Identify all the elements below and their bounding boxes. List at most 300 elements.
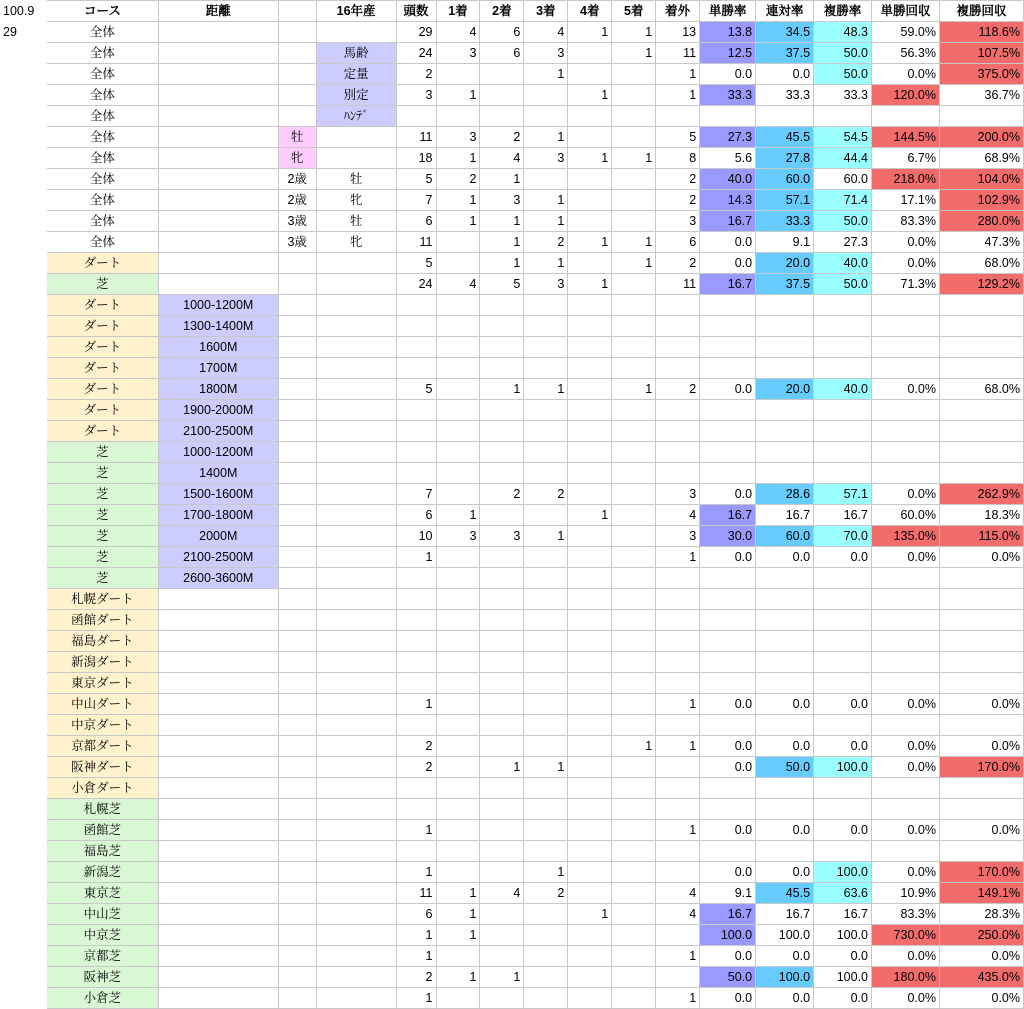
fifth-cell	[612, 505, 656, 526]
first-cell	[436, 379, 480, 400]
unplaced-cell	[656, 421, 700, 442]
win-return-cell: 0.0%	[872, 64, 940, 85]
table-row	[1, 715, 1024, 736]
third-cell	[524, 547, 568, 568]
place-return-cell	[939, 799, 1023, 820]
fifth-cell: 1	[612, 232, 656, 253]
unplaced-cell: 1	[656, 694, 700, 715]
course-cell: 全体	[46, 127, 158, 148]
first-cell: 1	[436, 148, 480, 169]
fourth-cell	[568, 757, 612, 778]
row-annotation	[1, 232, 47, 253]
runners-cell: 1	[396, 925, 436, 946]
third-cell	[524, 967, 568, 988]
third-cell	[524, 778, 568, 799]
unplaced-cell: 1	[656, 988, 700, 1009]
fourth-cell	[568, 652, 612, 673]
table-row	[1, 127, 1024, 148]
unplaced-cell: 2	[656, 379, 700, 400]
condition-cell	[316, 967, 396, 988]
unplaced-cell: 4	[656, 505, 700, 526]
win-return-cell	[872, 442, 940, 463]
fourth-cell	[568, 883, 612, 904]
sex-cell	[278, 589, 316, 610]
runners-cell: 1	[396, 946, 436, 967]
sex-cell	[278, 316, 316, 337]
course-cell: 芝	[46, 463, 158, 484]
table-row	[1, 421, 1024, 442]
first-cell	[436, 988, 480, 1009]
place-return-cell	[939, 673, 1023, 694]
first-cell	[436, 232, 480, 253]
condition-cell	[316, 757, 396, 778]
win-return-cell	[872, 715, 940, 736]
win-return-cell: 0.0%	[872, 946, 940, 967]
distance-cell	[158, 274, 278, 295]
win-return-cell: 0.0%	[872, 820, 940, 841]
sex-cell	[278, 778, 316, 799]
quinella-rate-cell	[756, 295, 814, 316]
sex-cell	[278, 946, 316, 967]
fifth-cell	[612, 904, 656, 925]
quinella-rate-cell: 0.0	[756, 988, 814, 1009]
sex-cell	[278, 799, 316, 820]
distance-cell	[158, 589, 278, 610]
second-cell	[480, 778, 524, 799]
win-return-cell: 0.0%	[872, 379, 940, 400]
sex-cell	[278, 505, 316, 526]
course-cell: 全体	[46, 211, 158, 232]
sex-cell	[278, 673, 316, 694]
sex-cell	[278, 547, 316, 568]
first-cell	[436, 610, 480, 631]
course-cell: 札幌ダート	[46, 589, 158, 610]
sex-cell	[278, 400, 316, 421]
first-cell: 3	[436, 127, 480, 148]
runners-cell: 7	[396, 484, 436, 505]
second-cell	[480, 862, 524, 883]
sex-cell	[278, 85, 316, 106]
place-rate-cell: 100.0	[814, 925, 872, 946]
distance-cell	[158, 736, 278, 757]
quinella-rate-cell: 33.3	[756, 211, 814, 232]
quinella-rate-cell	[756, 799, 814, 820]
fifth-cell	[612, 988, 656, 1009]
unplaced-cell: 4	[656, 883, 700, 904]
fourth-cell: 1	[568, 274, 612, 295]
place-return-cell	[939, 421, 1023, 442]
row-annotation	[1, 652, 47, 673]
place-rate-cell	[814, 589, 872, 610]
condition-cell	[316, 22, 396, 43]
third-cell	[524, 295, 568, 316]
place-return-cell: 250.0%	[939, 925, 1023, 946]
win-return-cell: 0.0%	[872, 862, 940, 883]
condition-cell	[316, 883, 396, 904]
place-rate-cell: 57.1	[814, 484, 872, 505]
row-annotation	[1, 484, 47, 505]
fourth-cell	[568, 568, 612, 589]
course-cell: 東京ダート	[46, 673, 158, 694]
fourth-cell	[568, 925, 612, 946]
place-rate-cell: 0.0	[814, 946, 872, 967]
place-rate-cell: 100.0	[814, 757, 872, 778]
fifth-cell: 1	[612, 43, 656, 64]
first-cell	[436, 106, 480, 127]
fifth-cell	[612, 673, 656, 694]
place-return-cell: 47.3%	[939, 232, 1023, 253]
condition-cell	[316, 736, 396, 757]
sex-cell	[278, 442, 316, 463]
fourth-cell	[568, 211, 612, 232]
row-annotation	[1, 610, 47, 631]
second-cell	[480, 988, 524, 1009]
win-return-cell: 730.0%	[872, 925, 940, 946]
third-cell	[524, 463, 568, 484]
table-row	[1, 358, 1024, 379]
condition-cell	[316, 442, 396, 463]
win-rate-cell: 9.1	[700, 883, 756, 904]
quinella-rate-cell: 9.1	[756, 232, 814, 253]
runners-cell: 10	[396, 526, 436, 547]
fourth-cell	[568, 106, 612, 127]
course-cell: 全体	[46, 148, 158, 169]
win-rate-cell	[700, 358, 756, 379]
sex-cell	[278, 862, 316, 883]
second-cell	[480, 610, 524, 631]
fourth-cell	[568, 589, 612, 610]
second-cell: 3	[480, 526, 524, 547]
condition-cell	[316, 568, 396, 589]
quinella-rate-cell	[756, 715, 814, 736]
fifth-cell	[612, 274, 656, 295]
unplaced-cell	[656, 400, 700, 421]
fifth-cell	[612, 169, 656, 190]
unplaced-cell	[656, 862, 700, 883]
condition-cell	[316, 925, 396, 946]
fourth-cell	[568, 127, 612, 148]
distance-cell	[158, 22, 278, 43]
fourth-cell	[568, 442, 612, 463]
runners-cell: 7	[396, 190, 436, 211]
place-return-cell: 170.0%	[939, 862, 1023, 883]
second-cell	[480, 463, 524, 484]
fifth-cell	[612, 568, 656, 589]
third-cell	[524, 85, 568, 106]
table-row	[1, 190, 1024, 211]
win-return-cell	[872, 652, 940, 673]
sex-cell	[278, 883, 316, 904]
condition-cell	[316, 631, 396, 652]
first-cell: 1	[436, 85, 480, 106]
win-return-cell	[872, 589, 940, 610]
fourth-cell	[568, 862, 612, 883]
fifth-cell	[612, 820, 656, 841]
fifth-cell	[612, 442, 656, 463]
win-rate-cell	[700, 400, 756, 421]
condition-cell	[316, 379, 396, 400]
win-return-cell	[872, 799, 940, 820]
place-return-cell	[939, 841, 1023, 862]
condition-cell	[316, 799, 396, 820]
win-return-cell: 83.3%	[872, 211, 940, 232]
distance-cell	[158, 799, 278, 820]
fourth-cell: 1	[568, 85, 612, 106]
table-row	[1, 484, 1024, 505]
win-return-cell	[872, 316, 940, 337]
place-rate-cell: 50.0	[814, 274, 872, 295]
distance-cell: 1000-1200M	[158, 442, 278, 463]
win-rate-cell	[700, 715, 756, 736]
third-cell	[524, 946, 568, 967]
place-return-cell: 0.0%	[939, 736, 1023, 757]
course-cell: 芝	[46, 547, 158, 568]
runners-cell: 1	[396, 988, 436, 1009]
first-cell	[436, 421, 480, 442]
unplaced-cell	[656, 925, 700, 946]
quinella-rate-cell	[756, 463, 814, 484]
win-rate-cell	[700, 442, 756, 463]
row-annotation: 29	[3, 25, 17, 39]
fourth-cell	[568, 190, 612, 211]
fourth-cell	[568, 316, 612, 337]
row-annotation	[1, 925, 47, 946]
third-cell: 2	[524, 484, 568, 505]
win-rate-cell: 40.0	[700, 169, 756, 190]
runners-cell	[396, 568, 436, 589]
place-rate-cell	[814, 295, 872, 316]
unplaced-cell	[656, 652, 700, 673]
win-return-cell	[872, 673, 940, 694]
table-row	[1, 547, 1024, 568]
table-row	[1, 505, 1024, 526]
sex-cell	[278, 694, 316, 715]
distance-cell	[158, 190, 278, 211]
unplaced-cell: 1	[656, 820, 700, 841]
first-cell: 3	[436, 43, 480, 64]
header-fifth: 5着	[612, 1, 656, 22]
place-rate-cell: 0.0	[814, 736, 872, 757]
runners-cell: 6	[396, 904, 436, 925]
place-rate-cell: 16.7	[814, 904, 872, 925]
sex-cell	[278, 106, 316, 127]
unplaced-cell: 11	[656, 274, 700, 295]
place-return-cell	[939, 400, 1023, 421]
course-cell: 京都芝	[46, 946, 158, 967]
fifth-cell	[612, 106, 656, 127]
fifth-cell	[612, 85, 656, 106]
runners-cell: 6	[396, 505, 436, 526]
win-return-cell: 0.0%	[872, 232, 940, 253]
first-cell	[436, 337, 480, 358]
course-cell: ダート	[46, 400, 158, 421]
first-cell	[436, 694, 480, 715]
third-cell	[524, 610, 568, 631]
table-row	[1, 946, 1024, 967]
distance-cell	[158, 106, 278, 127]
sex-cell	[278, 610, 316, 631]
unplaced-cell: 3	[656, 484, 700, 505]
third-cell	[524, 652, 568, 673]
unplaced-cell: 3	[656, 211, 700, 232]
unplaced-cell: 1	[656, 736, 700, 757]
win-return-cell: 218.0%	[872, 169, 940, 190]
third-cell	[524, 169, 568, 190]
distance-cell	[158, 673, 278, 694]
place-return-cell: 68.9%	[939, 148, 1023, 169]
third-cell: 1	[524, 757, 568, 778]
place-rate-cell	[814, 337, 872, 358]
win-rate-cell: 0.0	[700, 379, 756, 400]
runners-cell	[396, 106, 436, 127]
place-return-cell: 170.0%	[939, 757, 1023, 778]
third-cell	[524, 988, 568, 1009]
first-cell: 1	[436, 211, 480, 232]
header-quinella-rate: 連対率	[756, 1, 814, 22]
row-annotation	[1, 421, 47, 442]
third-cell: 1	[524, 379, 568, 400]
win-rate-cell	[700, 463, 756, 484]
runners-cell: 6	[396, 211, 436, 232]
header-distance: 距離	[158, 1, 278, 22]
table-row	[1, 694, 1024, 715]
third-cell: 1	[524, 526, 568, 547]
condition-cell	[316, 295, 396, 316]
win-rate-cell	[700, 106, 756, 127]
place-rate-cell: 54.5	[814, 127, 872, 148]
row-annotation	[1, 631, 47, 652]
table-row	[1, 652, 1024, 673]
sex-cell: 2歳	[278, 169, 316, 190]
course-cell: 芝	[46, 484, 158, 505]
second-cell: 1	[480, 253, 524, 274]
course-cell: 函館ダート	[46, 610, 158, 631]
win-rate-cell	[700, 295, 756, 316]
third-cell	[524, 736, 568, 757]
place-rate-cell: 70.0	[814, 526, 872, 547]
fifth-cell	[612, 652, 656, 673]
fourth-cell	[568, 694, 612, 715]
fifth-cell	[612, 757, 656, 778]
fifth-cell: 1	[612, 379, 656, 400]
fourth-cell	[568, 169, 612, 190]
table-row	[1, 379, 1024, 400]
runners-cell	[396, 652, 436, 673]
distance-cell	[158, 169, 278, 190]
runners-cell	[396, 358, 436, 379]
third-cell	[524, 904, 568, 925]
header-course: コース	[46, 1, 158, 22]
course-cell: 京都ダート	[46, 736, 158, 757]
fifth-cell	[612, 862, 656, 883]
distance-cell	[158, 967, 278, 988]
first-cell: 1	[436, 505, 480, 526]
table-row	[1, 232, 1024, 253]
place-return-cell	[939, 463, 1023, 484]
place-rate-cell: 63.6	[814, 883, 872, 904]
quinella-rate-cell	[756, 337, 814, 358]
course-cell: 福島芝	[46, 841, 158, 862]
win-rate-cell	[700, 652, 756, 673]
third-cell	[524, 631, 568, 652]
fifth-cell	[612, 526, 656, 547]
quinella-rate-cell	[756, 841, 814, 862]
course-cell: 中京芝	[46, 925, 158, 946]
third-cell: 2	[524, 232, 568, 253]
third-cell	[524, 799, 568, 820]
second-cell	[480, 400, 524, 421]
quinella-rate-cell: 57.1	[756, 190, 814, 211]
distance-cell	[158, 715, 278, 736]
win-rate-cell: 100.0	[700, 925, 756, 946]
second-cell: 1	[480, 379, 524, 400]
second-cell: 2	[480, 127, 524, 148]
unplaced-cell	[656, 778, 700, 799]
course-cell: 全体	[46, 85, 158, 106]
header-runners: 頭数	[396, 1, 436, 22]
place-rate-cell	[814, 652, 872, 673]
place-return-cell	[939, 316, 1023, 337]
course-cell: 中京ダート	[46, 715, 158, 736]
second-cell	[480, 295, 524, 316]
second-cell	[480, 946, 524, 967]
win-rate-cell: 33.3	[700, 85, 756, 106]
second-cell	[480, 568, 524, 589]
row-annotation	[1, 253, 47, 274]
unplaced-cell	[656, 568, 700, 589]
quinella-rate-cell: 45.5	[756, 883, 814, 904]
place-rate-cell: 50.0	[814, 43, 872, 64]
sex-cell	[278, 253, 316, 274]
fourth-cell: 1	[568, 232, 612, 253]
fifth-cell	[612, 211, 656, 232]
place-rate-cell	[814, 421, 872, 442]
quinella-rate-cell	[756, 673, 814, 694]
course-cell: ダート	[46, 253, 158, 274]
win-rate-cell: 16.7	[700, 505, 756, 526]
table-row	[1, 904, 1024, 925]
distance-cell	[158, 778, 278, 799]
distance-cell	[158, 610, 278, 631]
table-row	[1, 64, 1024, 85]
third-cell	[524, 694, 568, 715]
place-rate-cell	[814, 442, 872, 463]
table-row	[1, 610, 1024, 631]
course-cell: ダート	[46, 379, 158, 400]
condition-cell	[316, 505, 396, 526]
first-cell	[436, 862, 480, 883]
win-return-cell: 17.1%	[872, 190, 940, 211]
unplaced-cell	[656, 610, 700, 631]
fourth-cell	[568, 799, 612, 820]
condition-cell: 牡	[316, 169, 396, 190]
place-return-cell	[939, 295, 1023, 316]
runners-cell: 18	[396, 148, 436, 169]
first-cell	[436, 778, 480, 799]
row-annotation	[1, 673, 47, 694]
header-fourth: 4着	[568, 1, 612, 22]
header-birth-year: 16年産	[316, 1, 396, 22]
row-annotation	[1, 526, 47, 547]
fifth-cell	[612, 631, 656, 652]
first-cell	[436, 799, 480, 820]
first-cell	[436, 442, 480, 463]
first-cell	[436, 253, 480, 274]
win-rate-cell: 27.3	[700, 127, 756, 148]
win-rate-cell	[700, 610, 756, 631]
fifth-cell	[612, 694, 656, 715]
condition-cell	[316, 610, 396, 631]
